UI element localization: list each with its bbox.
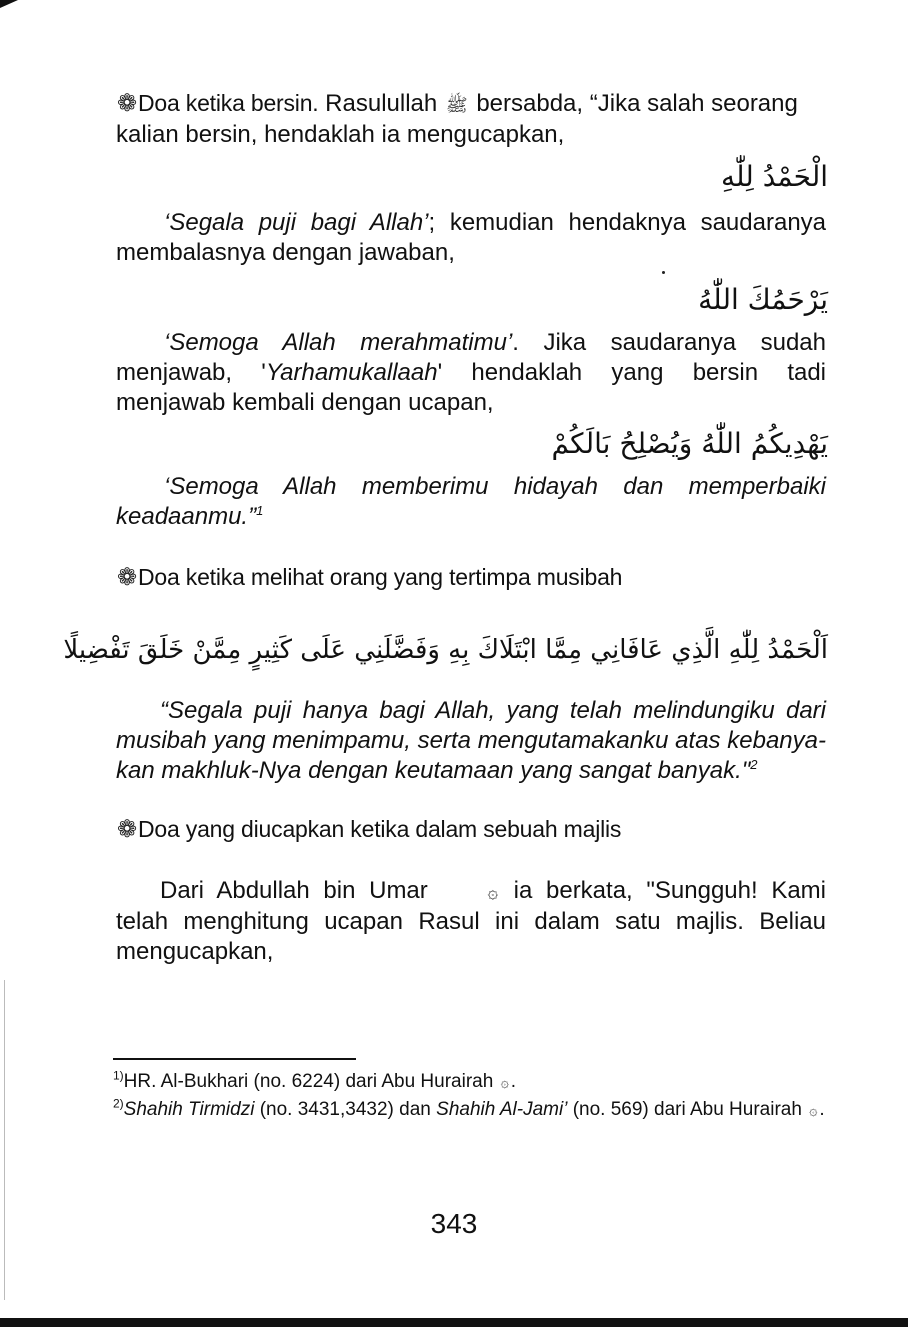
radhiyallahu-honorific-icon: ۞ [487, 882, 498, 902]
calamity-heading-block [116, 562, 826, 593]
sneeze-translation-3: ‘Semoga Allah memberimu hidayah dan memperbaiki keadaanmu.”$^1$ [116, 473, 826, 530]
footnote-ref-2: 2 [750, 757, 758, 772]
speck [662, 271, 665, 274]
sneeze-translation-1: ‘Segala puji bagi Allah’; kemudian hendaknya saudaranya membalasnya dengan jawaban, [116, 209, 827, 266]
arabic-calamity-prayer: اَلْحَمْدُ لِلّٰهِ الَّذِي عَافَانِي مِمَّا ابْتَلَاكَ بِهِ وَفَضَّلَنِي عَلَى كَثِيرٍ مِمَّنْ خَلَقَ تَفْضِيلًا [63, 635, 828, 665]
footnote-1: $^{1)}$HR. Al-Bukhari (no. 6224) dari Abu Hurairah ۞ . [113, 1068, 517, 1092]
sneeze-intro: ❁Doa ketika bersin. Rasulullah ﷺ bersabda, “Jika salah seorang kalian bersin, hendaklah ia mengucapkan, [116, 90, 798, 148]
flower-ornament-icon: ❁ [116, 90, 138, 117]
arabic-yahdikumullah: يَهْدِيكُمُ اللّٰهُ وَيُصْلِحُ بَالَكُمْ [551, 427, 828, 460]
sneeze-translation-2: ‘Semoga Allah merahmatimu’. Jika saudaranya sudah menjawab, 'Yarhamukallaah' hendaklah yang bersin tadi menjawab kembali dengan ucapan, [116, 329, 827, 416]
page-number: 343 [430, 1208, 478, 1239]
flower-ornament-icon: ❁ [116, 816, 138, 843]
arabic-yarhamukallah: يَرْحَمُكَ اللّٰهُ [698, 283, 828, 316]
calamity-translation: “Segala puji hanya bagi Allah, yang telah melindungiku dari musibah yang menimpamu, serta mengutamakanku atas kebanya-kan makhluk-Nya dengan keutamaan yang sangat banyak."$^2$ [116, 697, 826, 784]
radhiyallahu-honorific-icon: ۞ [809, 1102, 818, 1118]
footnote-separator [113, 1058, 356, 1060]
salawat-honorific-icon: ﷺ [445, 95, 468, 115]
corner-scan-mark [0, 0, 18, 8]
section-heading-calamity: Doa ketika melihat orang yang tertimpa musibah [138, 564, 623, 590]
flower-ornament-icon: ❁ [116, 564, 138, 591]
footnote-ref-1: 1 [256, 503, 264, 518]
section-heading-majlis: Doa yang diucapkan ketika dalam sebuah majlis [138, 816, 622, 842]
majlis-heading-block [116, 814, 826, 845]
left-margin-line [4, 980, 5, 1300]
arabic-alhamdulillah: الْحَمْدُ لِلّٰهِ [721, 160, 828, 193]
footnote-2: $^{2)}$Shahih Tirmidzi (no. 3431,3432) dan Shahih Al-Jami’ (no. 569) dari Abu Hurairah ۞ . [113, 1096, 825, 1120]
majlis-body: Dari Abdullah bin Umar ۞ ia berkata, "Sungguh! Kami telah menghitung ucapan Rasul ini dalam satu majlis. Beliau mengucapkan, [116, 877, 826, 965]
section-heading-sneeze: Doa ketika bersin. [138, 90, 319, 116]
radhiyallahu-honorific-icon: ۞ [500, 1074, 509, 1090]
bottom-edge-bar [0, 1318, 908, 1327]
